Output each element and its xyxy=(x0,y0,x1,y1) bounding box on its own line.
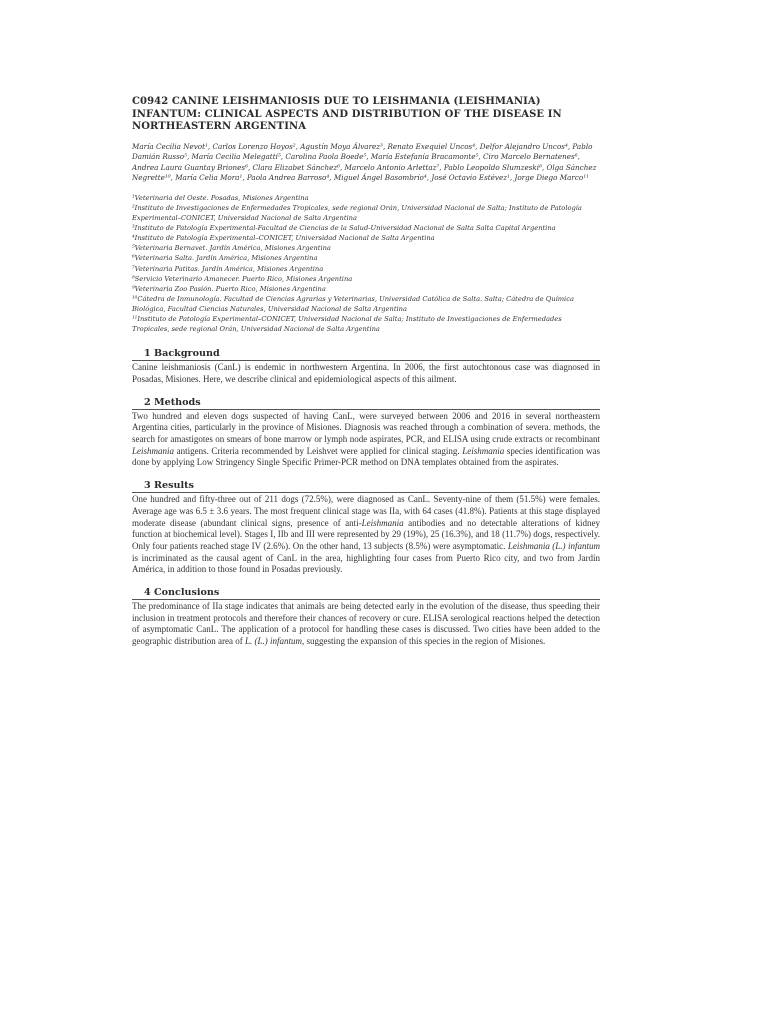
section-rule xyxy=(132,409,600,410)
body-text: Two hundred and eleven dogs suspected of having CanL, were surveyed between 2006 and 2016 in several northeastern Argentina cities, particularly in the province of Misiones. Diagnosis was reached through a combination of severa. methods, the search for amastigotes on smears of bone marrow or lymph node aspirates, PCR, and ELISA using crude extracts or recombinant xyxy=(132,410,600,444)
body-text: antibodies and no detectable alterations of kidney function at biochemical level). Stages I, IIb and III were represented by 29 (19%), 25 (16.3%), and 18 (11.7%) dogs, respectively. Only four patients reached stage IV (2.6%). On the other hand, 13 subjects (8.5%) were asymptomatic. xyxy=(132,517,600,551)
affiliation: ²Instituto de Investigaciones de Enfermedades Tropicales, sede regional Orán, Universidad Nacional de Salta; Instituto de Patología Experimental–CONICET, Universidad Nacional de Salta Argentina xyxy=(132,203,582,223)
affiliation: ¹Veterinaria del Oeste. Posadas, Misiones Argentina xyxy=(132,193,309,202)
section-heading: 3 Results xyxy=(144,480,194,492)
paper-title: C0942 CANINE LEISHMANIOSIS DUE TO LEISHMANIA (LEISHMANIA) INFANTUM: CLINICAL ASPECTS AND DISTRIBUTION OF THE DISEASE IN NORTHEASTERN ARGENTINA xyxy=(132,96,562,132)
abstract-page xyxy=(132,96,600,659)
affiliation: ³Instituto de Patología Experimental-Facultad de Ciencias de la Salud-Universidad Nacional de Salta Salta Capital Argentina xyxy=(132,224,556,233)
section-heading: 4 Conclusions xyxy=(144,587,220,599)
body-text: is incriminated as the causal agent of CanL in the area, highlighting four cases from Puerto Rico city, and two from Jardín América, in addition to those found in Posadas previously. xyxy=(132,552,600,575)
section-body: Canine leishmaniosis (CanL) is endemic in northwestern Argentina. In 2006, the first autochtonous case was diagnosed in Posadas, Misiones. Here, we describe clinical and epidemiological aspects of this ailment. xyxy=(132,362,600,384)
section-body xyxy=(132,601,600,648)
species-name: Leishmania xyxy=(462,445,505,456)
species-name: Leishmania xyxy=(361,517,404,528)
section-results xyxy=(132,480,600,576)
species-name: L. (L.) infantum xyxy=(244,636,302,647)
author-list: María Cecilia Nevot¹, Carlos Lorenzo Hoyos², Agustín Moya Álvarez³, Renato Exequiel Uncos⁴, Delfor Alejandro Uncos⁴, Pablo Damián Russo⁵, María Cecilia Melegatti⁵, Carolina Paola Boede⁵, María Estefanía Bracamonte⁵, Ciro Marcelo Bernatenes⁶, Andrea Laura Guantay Briones⁶, Clara Elizabet Sánchez⁶, Marcelo Antonio Arlettaz⁷, Pablo Leopoldo Slumzeski⁸, Olga Sánchez Negrette¹⁰, María Celia Mora¹, Paola Andrea Barroso⁴, Miguel Ángel Basombrío⁴, José Octavio Estévez¹, Jorge Diego Marco¹¹ xyxy=(132,141,597,183)
body-text: antigens. Criteria recommended by Leishvet were applied for clinical staging. xyxy=(174,445,463,456)
affiliation: ⁵Veterinaria Bernavet. Jardín América, Misiones Argentina xyxy=(132,244,331,253)
section-background xyxy=(132,348,600,385)
section-heading: 2 Methods xyxy=(144,396,201,408)
section-body xyxy=(132,494,600,576)
body-text: One hundred and fifty-three out of 211 dogs (72.5%), were diagnosed as CanL. Seventy-nine of them (51.5%) were females. Average age was 6.5 ± 3.6 years. The most frequent clinical stage was IIa, with 64 cases (41.8%). Patients at this stage displayed moderate disease (abundant clinical signs, presence of anti- xyxy=(132,494,600,528)
section-heading: 1 Background xyxy=(144,348,220,360)
affiliation: ⁴Instituto de Patología Experimental–CONICET, Universidad Nacional de Salta Argentina xyxy=(132,234,435,243)
body-text: The predominance of IIa stage indicates that animals are being detected early in the evolution of the disease, thus speeding their inclusion in treatment protocols and therefore their chances of recovery or cure. ELISA serological reactions helped the detection of asymptomatic CanL. The application of a protocol for handling these cases is discussed. Two cities have been added to the geographic distribution area of xyxy=(132,601,600,647)
species-name: Leishmania xyxy=(132,445,175,456)
affiliation: ⁸Servicio Veterinario Amanecer. Puerto Rico, Misiones Argentina xyxy=(132,274,353,283)
body-text: species identification was done by applying Low Stringency Single Specific Primer-PCR method on DNA templates obtained from the aspirates. xyxy=(132,445,600,468)
affiliation: ⁶Veterinaria Salta. Jardín América, Misiones Argentina xyxy=(132,254,318,263)
body-text: , suggesting the expansion of this species in the region of Misiones. xyxy=(301,636,546,647)
affiliation: ⁷Veterinaria Patitas. Jardín América, Misiones Argentina xyxy=(132,264,324,273)
section-conclusions xyxy=(132,587,600,648)
section-rule xyxy=(132,599,600,600)
section-methods xyxy=(132,397,600,470)
affiliation: ¹¹Instituto de Patología Experimental–CONICET, Universidad Nacional de Salta; Instituto de Investigaciones de Enfermedades Tropicales, sede regional Orán, Universidad Nacional de Salta Argentina xyxy=(132,315,562,334)
section-rule xyxy=(132,360,600,361)
species-name: Leishmania (L.) infantum xyxy=(507,540,600,551)
affiliation: ⁹Veterinaria Zoo Pasión. Puerto Rico, Misiones Argentina xyxy=(132,284,326,293)
affiliation-list xyxy=(132,193,600,334)
section-rule xyxy=(132,492,600,493)
section-body xyxy=(132,411,600,470)
affiliation: ¹⁰Cátedra de Inmunología. Facultad de Ciencias Agrarias y Veterinarias, Universidad Católica de Salta. Salta; Cátedra de Química Biológica, Facultad Ciencias Naturales, Universidad Nacional de Salta Argentina xyxy=(132,294,574,313)
